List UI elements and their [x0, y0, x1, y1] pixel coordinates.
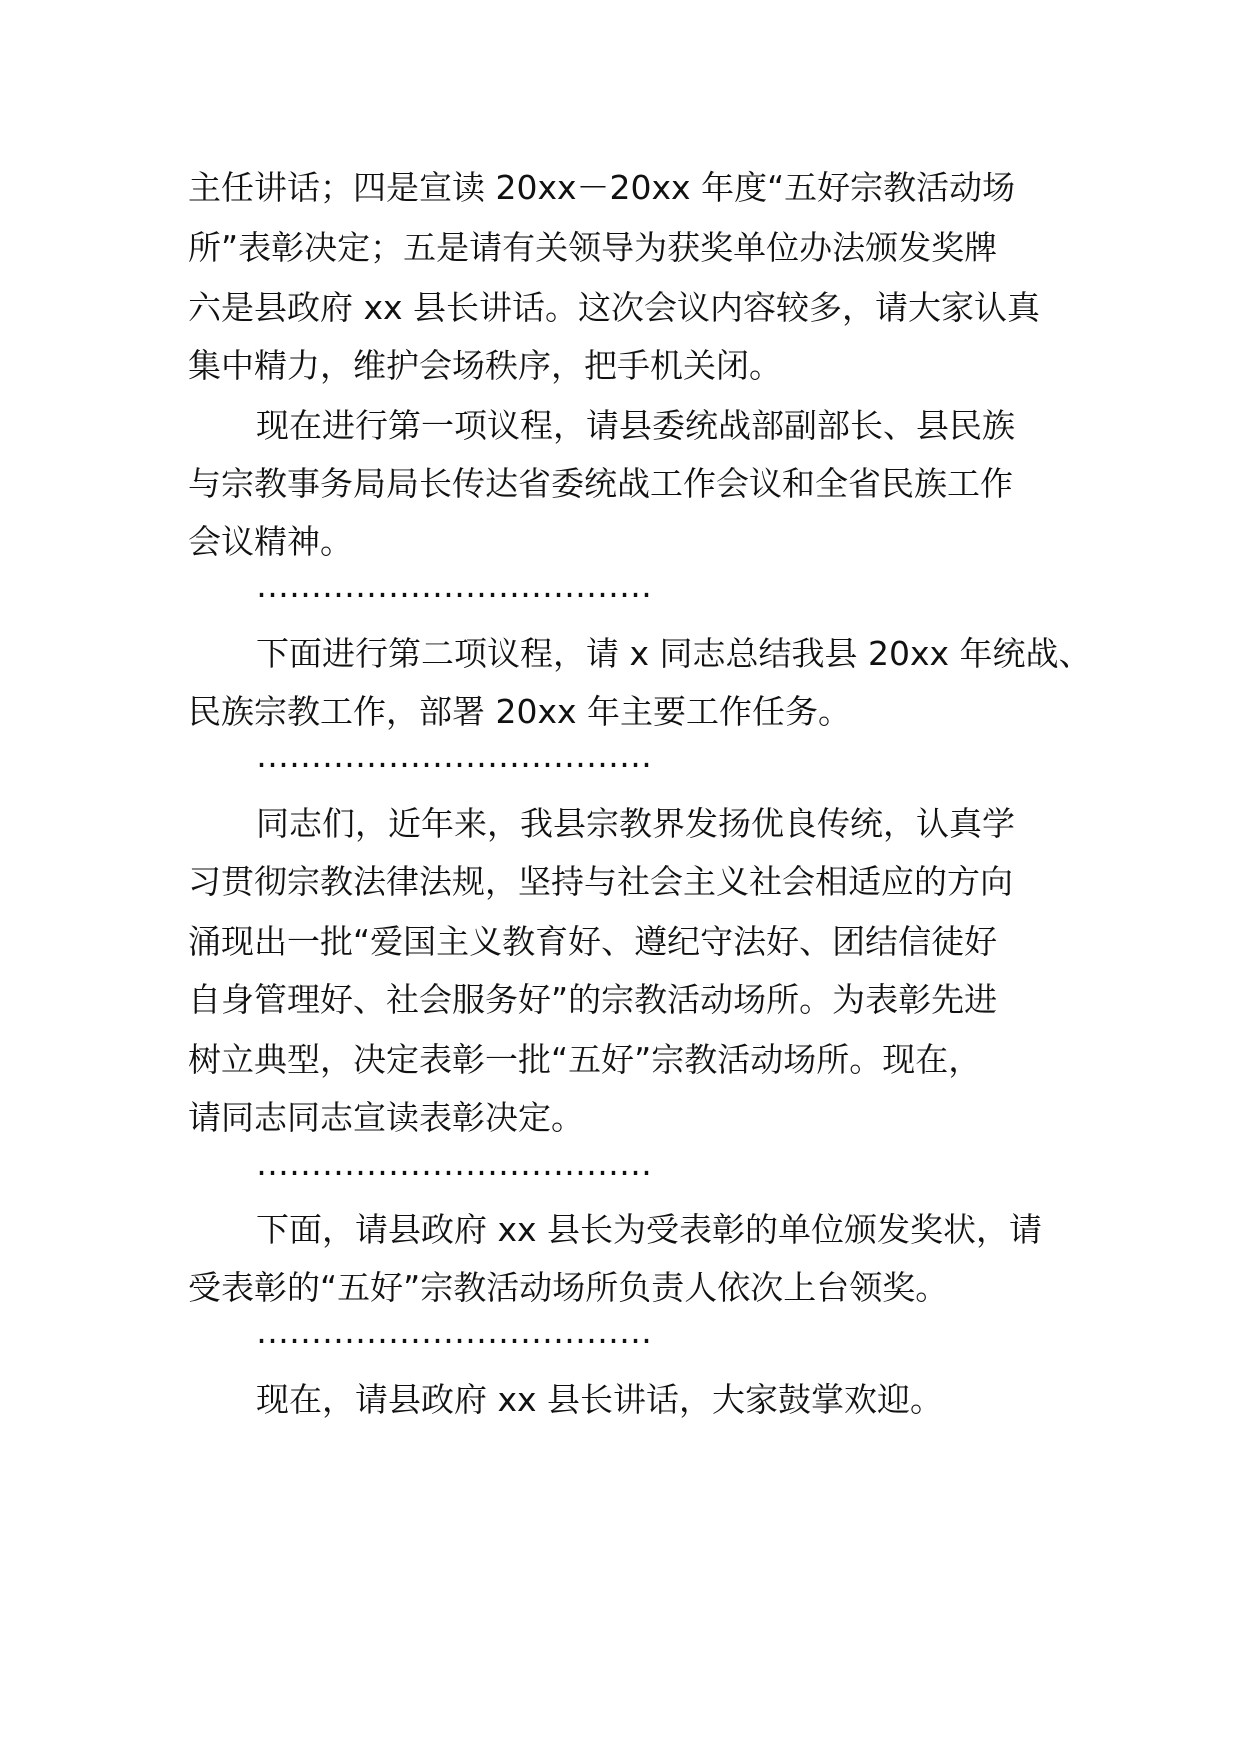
text-line-10: 同志们，近年来，我县宗教界发扬优良传统，认真学	[256, 804, 1015, 843]
text-line-4: 集中精力，维护会场秩序，把手机关闭。	[188, 346, 782, 385]
text-line-3: 六是县政府 xx 县长讲话。这次会议内容较多，请大家认真	[188, 288, 1041, 327]
text-line-13: 自身管理好、社会服务好”的宗教活动场所。为表彰先进	[188, 980, 998, 1019]
ellipsis-separator-1: ………………………………	[256, 566, 652, 605]
text-line-6: 与宗教事务局局长传达省委统战工作会议和全省民族工作	[188, 464, 1013, 503]
ellipsis-separator-2: ………………………………	[256, 736, 652, 775]
ellipsis-separator-4: ………………………………	[256, 1312, 652, 1351]
text-line-8: 下面进行第二项议程，请 x 同志总结我县 20xx 年统战、	[256, 634, 1092, 673]
text-line-15: 请同志同志宣读表彰决定。	[188, 1098, 584, 1137]
text-line-17: 受表彰的“五好”宗教活动场所负责人依次上台领奖。	[188, 1268, 949, 1307]
text-line-1: 主任讲话；四是宣读 20xx－20xx 年度“五好宗教活动场	[188, 168, 1016, 207]
text-line-18: 现在，请县政府 xx 县长讲话，大家鼓掌欢迎。	[256, 1380, 944, 1419]
text-line-5: 现在进行第一项议程，请县委统战部副部长、县民族	[256, 406, 1015, 445]
text-line-16: 下面，请县政府 xx 县长为受表彰的单位颁发奖状，请	[256, 1210, 1043, 1249]
text-line-12: 涌现出一批“爱国主义教育好、遵纪守法好、团结信徒好	[188, 922, 998, 961]
text-line-9: 民族宗教工作，部署 20xx 年主要工作任务。	[188, 692, 852, 731]
ellipsis-separator-3: ………………………………	[256, 1144, 652, 1183]
text-line-14: 树立典型，决定表彰一批“五好”宗教活动场所。现在，	[188, 1040, 982, 1079]
text-line-11: 习贯彻宗教法律法规，坚持与社会主义社会相适应的方向	[188, 862, 1013, 901]
text-line-7: 会议精神。	[188, 522, 353, 561]
text-line-2: 所”表彰决定；五是请有关领导为获奖单位办法颁发奖牌	[188, 228, 998, 267]
